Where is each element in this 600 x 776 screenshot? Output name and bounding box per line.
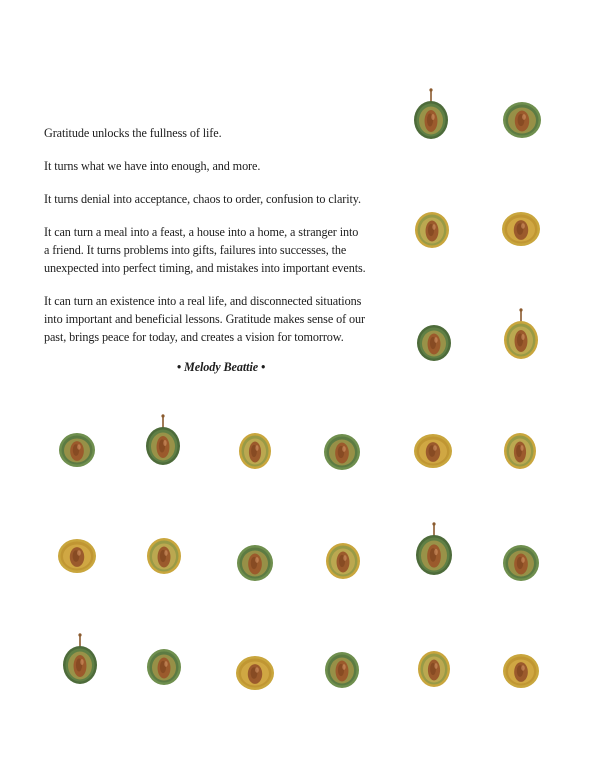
- apricot-half-icon: [145, 536, 183, 576]
- quote-author: • Melody Beattie •: [176, 360, 266, 374]
- quote-block: [44, 124, 394, 361]
- apricot-half-icon: [500, 210, 542, 248]
- apricot-half-icon: [412, 432, 454, 470]
- apricot-half-icon: [324, 541, 362, 581]
- apricot-half-icon: [412, 85, 450, 141]
- apricot-half-icon: [416, 649, 452, 689]
- apricot-half-icon: [415, 323, 453, 363]
- apricot-half-icon: [414, 519, 454, 577]
- apricot-half-icon: [502, 431, 538, 471]
- apricot-half-icon: [501, 543, 541, 583]
- quote-paragraph-3: It turns denial into acceptance, chaos to order, confusion to clarity.: [44, 192, 361, 206]
- quote-paragraph-5: It can turn an existence into a real life, and disconnected situations into important and beneficial lessons. Gratitude makes sense of our past, brings peace for today, and creates a vision for tomorrow.: [44, 294, 365, 344]
- apricot-half-icon: [237, 431, 273, 471]
- apricot-half-icon: [322, 432, 362, 472]
- quote-paragraph-2: It turns what we have into enough, and more.: [44, 159, 261, 173]
- quote-paragraph-1: Gratitude unlocks the fullness of life.: [44, 126, 222, 140]
- apricot-half-icon: [501, 100, 543, 140]
- apricot-half-icon: [234, 654, 276, 692]
- apricot-half-icon: [144, 411, 182, 467]
- apricot-half-icon: [145, 647, 183, 687]
- apricot-half-icon: [56, 537, 98, 575]
- apricot-half-icon: [413, 210, 451, 250]
- apricot-half-icon: [61, 630, 99, 686]
- apricot-half-icon: [323, 650, 361, 690]
- apricot-half-icon: [502, 305, 540, 361]
- apricot-half-icon: [57, 431, 97, 469]
- apricot-half-icon: [235, 543, 275, 583]
- apricot-half-icon: [501, 652, 541, 690]
- quote-paragraph-4: It can turn a meal into a feast, a house into a home, a stranger into a friend. It turns problems into gifts, failures into successes, the unexpected into perfect timing, and mistakes into important events.: [44, 225, 366, 275]
